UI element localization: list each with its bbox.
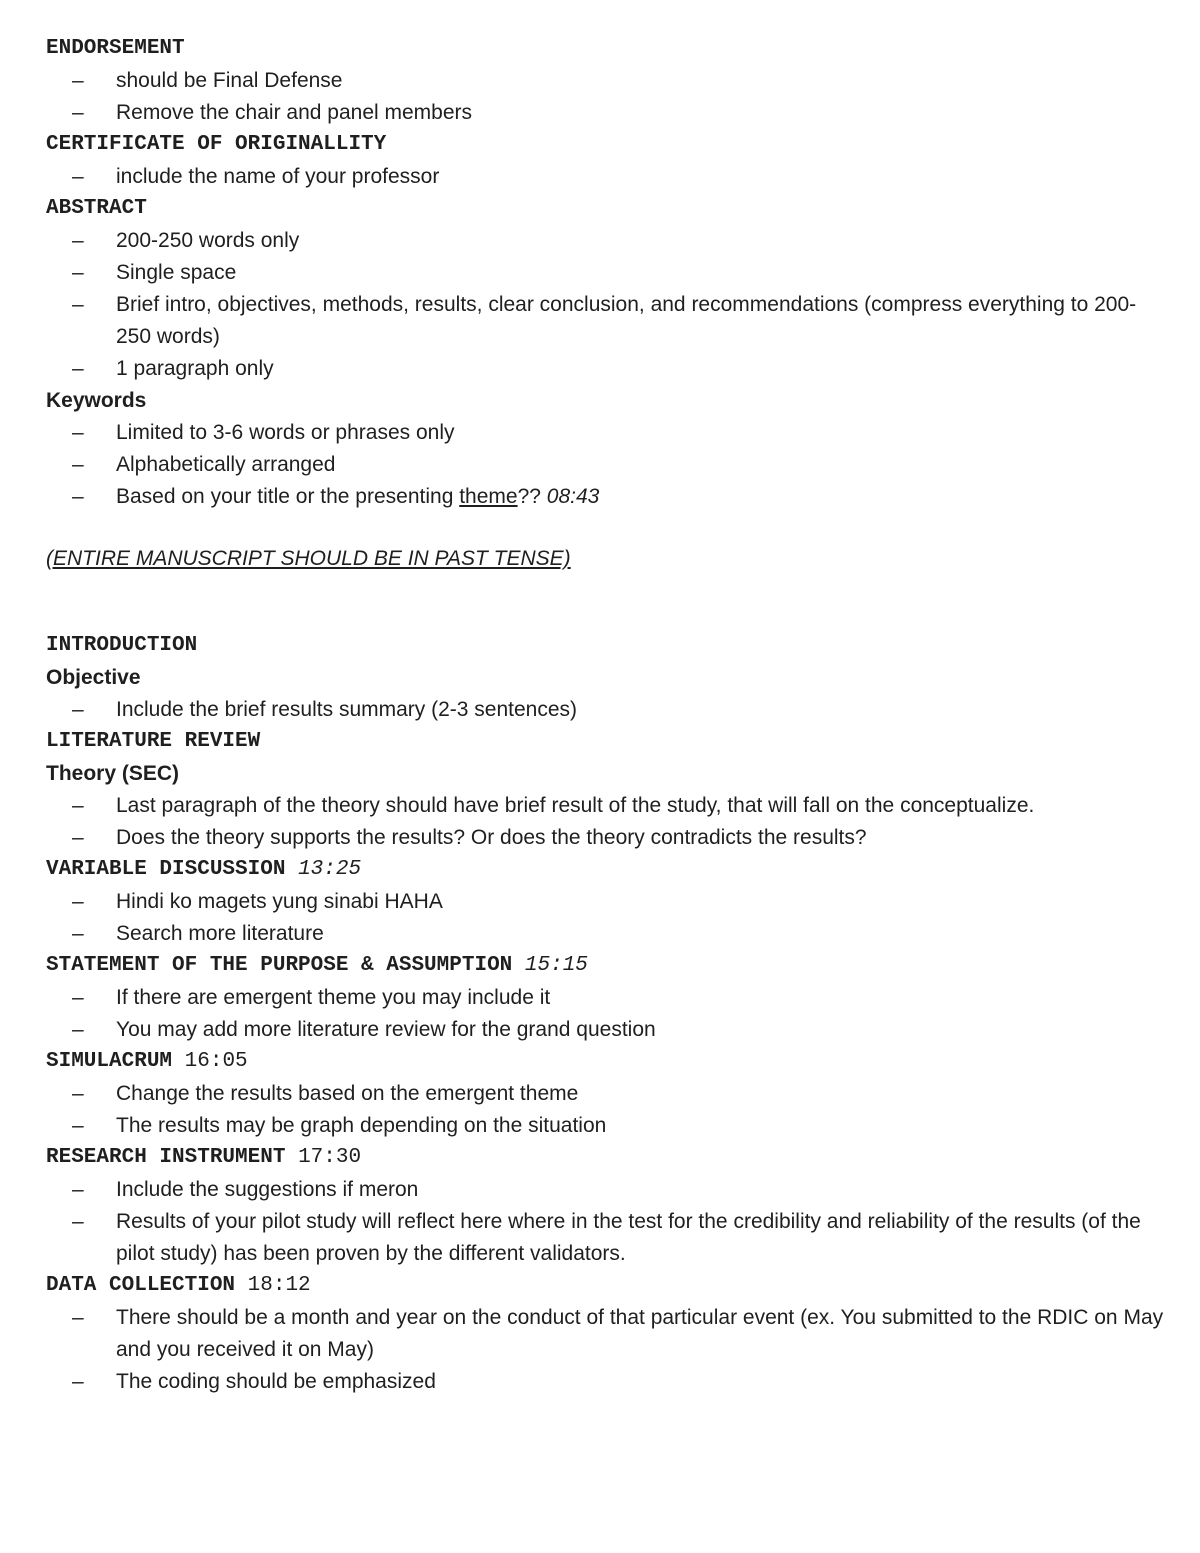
- section-heading-literature-review: LITERATURE REVIEW: [46, 730, 261, 753]
- list-item-text: The results may be graph depending on the situation: [116, 1114, 607, 1137]
- list-item: [46, 822, 1166, 854]
- list-item: [46, 1014, 1166, 1046]
- section-heading-keywords: Keywords: [46, 389, 147, 412]
- section-heading-endorsement: ENDORSEMENT: [46, 37, 185, 60]
- bullet-dash: –: [72, 826, 84, 849]
- heading-text: DATA COLLECTION: [46, 1274, 236, 1297]
- section-heading-introduction: INTRODUCTION: [46, 634, 198, 657]
- bullet-dash: –: [72, 261, 84, 284]
- list-item: [46, 449, 1166, 481]
- list-item-text: Include the brief results summary (2-3 sentences): [116, 698, 578, 721]
- list-item-text: Single space: [116, 261, 237, 284]
- bullet-dash: –: [72, 922, 84, 945]
- list-item: [46, 257, 1166, 289]
- bullet-dash: –: [72, 986, 84, 1009]
- list-item: [46, 481, 1166, 513]
- section-heading-research-instrument: [46, 1142, 1166, 1174]
- list-item-text: There should be a month and year on the conduct of that particular event (ex. You submitted to the RDIC on May and you received it on May): [116, 1306, 1164, 1361]
- timestamp: 17:30: [298, 1146, 362, 1169]
- list-item-text: Limited to 3-6 words or phrases only: [116, 421, 455, 444]
- timestamp: 15:15: [524, 954, 588, 977]
- bullet-dash: –: [72, 1114, 84, 1137]
- list-item-text: You may add more literature review for the grand question: [116, 1018, 656, 1041]
- bullet-dash: –: [72, 165, 84, 188]
- bullet-dash: –: [72, 1210, 84, 1233]
- bullet-dash: –: [72, 1018, 84, 1041]
- section-heading-variable-discussion: [46, 854, 1166, 886]
- underlined-word: theme: [459, 485, 518, 508]
- list-item-text: Brief intro, objectives, methods, results, clear conclusion, and recommendations (compress everything to 200-250 words): [116, 293, 1137, 348]
- bullet-dash: –: [72, 1370, 84, 1393]
- timestamp: 18:12: [247, 1274, 311, 1297]
- list-item: [46, 1302, 1166, 1366]
- document-body: [46, 33, 1166, 1398]
- list-item: [46, 161, 1166, 193]
- list-item-text: Does the theory supports the results? Or does the theory contradicts the results?: [116, 826, 867, 849]
- timestamp: 08:43: [546, 485, 600, 508]
- keywords-suffix: ??: [517, 485, 547, 508]
- keywords-prefix: Based on your title or the presenting: [116, 485, 460, 508]
- spacer: [46, 575, 1166, 630]
- list-item-text: 1 paragraph only: [116, 357, 274, 380]
- list-item: [46, 790, 1166, 822]
- list-item: [46, 694, 1166, 726]
- list-item-text: If there are emergent theme you may include it: [116, 986, 551, 1009]
- list-item-text: Change the results based on the emergent theme: [116, 1082, 579, 1105]
- list-item: [46, 1110, 1166, 1142]
- section-heading-abstract: ABSTRACT: [46, 197, 147, 220]
- bullet-dash: –: [72, 229, 84, 252]
- bullet-dash: –: [72, 453, 84, 476]
- bullet-dash: –: [72, 101, 84, 124]
- list-item: [46, 1206, 1166, 1270]
- list-item: [46, 289, 1166, 353]
- list-item: [46, 1078, 1166, 1110]
- list-item: [46, 225, 1166, 257]
- timestamp: 16:05: [184, 1050, 248, 1073]
- heading-text: STATEMENT OF THE PURPOSE & ASSUMPTION: [46, 954, 513, 977]
- section-heading-data-collection: [46, 1270, 1166, 1302]
- spacer: [46, 513, 1166, 543]
- list-item-text: Search more literature: [116, 922, 324, 945]
- list-item: [46, 65, 1166, 97]
- list-item-text: Hindi ko magets yung sinabi HAHA: [116, 890, 443, 913]
- bullet-dash: –: [72, 1082, 84, 1105]
- list-item-text: Remove the chair and panel members: [116, 101, 473, 124]
- bullet-dash: –: [72, 794, 84, 817]
- list-item-text: Results of your pilot study will reflect here where in the test for the credibility and reliability of the results (of the pilot study) has been proven by the different validators.: [116, 1210, 1141, 1265]
- list-item: [46, 918, 1166, 950]
- list-item-text: Last paragraph of the theory should have brief result of the study, that will fall on the conceptualize.: [116, 794, 1035, 817]
- list-item-text: Alphabetically arranged: [116, 453, 336, 476]
- bullet-dash: –: [72, 1178, 84, 1201]
- bullet-dash: –: [72, 890, 84, 913]
- list-item-text: Include the suggestions if meron: [116, 1178, 419, 1201]
- list-item-text: [116, 481, 1166, 513]
- list-item: [46, 982, 1166, 1014]
- list-item-text: include the name of your professor: [116, 165, 440, 188]
- list-item: [46, 1366, 1166, 1398]
- bullet-dash: –: [72, 485, 84, 508]
- list-item: [46, 886, 1166, 918]
- list-item-text: 200-250 words only: [116, 229, 300, 252]
- subheading-objective: Objective: [46, 666, 141, 689]
- list-item: [46, 353, 1166, 385]
- bullet-dash: –: [72, 421, 84, 444]
- bullet-dash: –: [72, 357, 84, 380]
- bullet-dash: –: [72, 1306, 84, 1329]
- list-item-text: The coding should be emphasized: [116, 1370, 436, 1393]
- heading-text: VARIABLE DISCUSSION: [46, 858, 286, 881]
- bullet-dash: –: [72, 69, 84, 92]
- subheading-theory: Theory (SEC): [46, 762, 180, 785]
- section-heading-certificate: CERTIFICATE OF ORIGINALLITY: [46, 133, 387, 156]
- manuscript-note: (ENTIRE MANUSCRIPT SHOULD BE IN PAST TENSE): [46, 547, 571, 570]
- section-heading-statement-purpose: [46, 950, 1166, 982]
- list-item-text: should be Final Defense: [116, 69, 343, 92]
- timestamp: 13:25: [298, 858, 362, 881]
- list-item: [46, 97, 1166, 129]
- list-item: [46, 1174, 1166, 1206]
- section-heading-simulacrum: [46, 1046, 1166, 1078]
- bullet-dash: –: [72, 293, 84, 316]
- list-item: [46, 417, 1166, 449]
- bullet-dash: –: [72, 698, 84, 721]
- heading-text: SIMULACRUM: [46, 1050, 173, 1073]
- heading-text: RESEARCH INSTRUMENT: [46, 1146, 286, 1169]
